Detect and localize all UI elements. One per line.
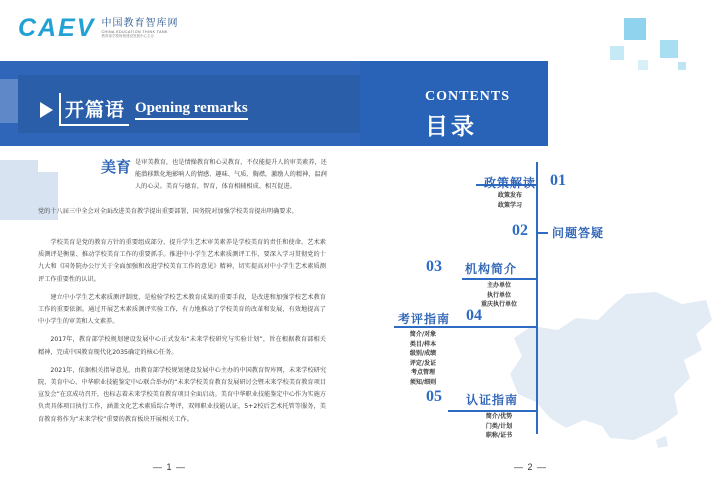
- toc-item[interactable]: 类目/样本: [409, 340, 437, 348]
- toc-section-number: 03: [426, 258, 442, 275]
- article-paragraph: 2017年，教育部学校规划建设发展中心正式发布“未来学校研究与实验计划”，旨在根据教育部相关精神，完成中国教育现代化2035确定的核心任务。: [38, 336, 326, 356]
- article-heading: 美育: [101, 158, 132, 176]
- toc-item[interactable]: 门类/计划: [485, 422, 513, 430]
- toc-item[interactable]: 主办单位: [486, 282, 511, 289]
- toc-item[interactable]: 简介/对象: [409, 331, 437, 338]
- article-body: [38, 237, 326, 432]
- article-para1-head: 是审美教育，也是情操教育和心灵教育，不仅能提升人的审美素养，还能潜移默化地影响人的情感、趣味、气质、胸襟，激励人的精神，温润人的心灵。美育与德育，智育，体育相辅相成、相互促进。: [135, 159, 327, 191]
- toc-item[interactable]: 须知/细则: [409, 378, 437, 386]
- toc-section-number: 04: [466, 307, 482, 324]
- toc-section-title[interactable]: 政策解读: [484, 176, 537, 190]
- toc-section-number: 01: [550, 172, 566, 189]
- opening-title-cn: 开篇语: [59, 93, 129, 126]
- decor-square: [678, 62, 686, 70]
- toc-item[interactable]: 考点管理: [410, 369, 435, 376]
- toc-item[interactable]: 政策发布: [497, 192, 522, 199]
- article-paragraph: 建立中小学生艺术素质测评制度，是检验学校艺术教育成果的重要手段，是改进和加强学校艺术教育工作的重要依据。通过开展艺术素质测评实验工作，有力地推动了学校美育的改革和发展，有效地提高了中小学生的审美和人文素养。: [38, 293, 326, 326]
- toc-section-title[interactable]: 考评指南: [398, 312, 451, 326]
- toc-section-title[interactable]: 机构简介: [465, 262, 518, 276]
- article-paragraph: 学校美育是党的教育方针的重要组成部分，提升学生艺术审美素养是学校美育的责任和使命。艺术素质测评是衡量、推动学校美育工作的重要抓手。推进中小学生艺术素质测评工作，要深入学习贯彻党的十九大和《国务院办公厅关于全面加强和改进学校美育工作的意见》精神，切实提高对中小学生艺术素质测评工作重要性的认识。: [38, 239, 326, 283]
- toc-item[interactable]: 职称/证书: [485, 432, 513, 439]
- toc-item[interactable]: 简介/优势: [485, 413, 513, 420]
- decor-square: [638, 60, 648, 70]
- toc-section-number: 02: [512, 222, 528, 239]
- toc-section-items: [462, 281, 536, 310]
- logo-name-cn: 中国教育智库网: [101, 17, 179, 29]
- decor-square: [660, 40, 678, 58]
- page-number-right: — 2 —: [514, 462, 548, 472]
- decor-square: [624, 18, 646, 40]
- toc-section-number: 05: [426, 388, 442, 405]
- logo: [18, 14, 178, 43]
- decor-square: [610, 46, 624, 60]
- contents-title-en: CONTENTS: [425, 89, 511, 104]
- article-para1-tail: 党的十八届三中全会对全面改进美育教学提出重要部署，国务院对加强学校美育提出明确要求。: [38, 208, 298, 215]
- banner-stripe: [0, 79, 18, 123]
- toc-connector: [536, 232, 548, 234]
- toc-item[interactable]: 级别/成绩: [409, 350, 437, 357]
- toc-timeline: [536, 162, 538, 434]
- toc-section-items: [464, 412, 534, 441]
- toc-item[interactable]: 评定/发证: [409, 359, 437, 367]
- page-number-left: — 1 —: [153, 462, 187, 472]
- toc-item[interactable]: 政策学习: [497, 201, 522, 209]
- toc-section-title[interactable]: 问题答疑: [552, 226, 605, 240]
- toc-connector: [462, 278, 538, 280]
- logo-mark: CAEV: [18, 14, 96, 42]
- logo-subtitle: 教育部学校规划建设发展中心主办: [101, 34, 154, 38]
- logo-name-en: CHINA EDUCATION THINK TANK: [101, 29, 168, 34]
- toc-item[interactable]: 执行单位: [486, 291, 511, 299]
- toc-section-title[interactable]: 认证指南: [466, 393, 519, 407]
- play-triangle-icon: [40, 102, 53, 118]
- logo-text: [101, 19, 178, 39]
- toc-section-items: [486, 191, 534, 210]
- toc-item[interactable]: 重庆执行单位: [480, 301, 517, 308]
- decor-square: [38, 146, 60, 172]
- toc-section-items: [398, 330, 448, 387]
- opening-title-en: Opening remarks: [135, 100, 248, 120]
- article-paragraph: 2021年，依据相关指导意见，由教育部学校规划建设发展中心主办的中国教育智库网，未来学校研究院、美育中心、中华职业技能鉴定中心联合举办的“未来学校美育教育发展研讨会暨未来学校美育教育项目宣发会”在京成功召开，也标志着未来学校美育教育项目全面启动。美育中华职业技能鉴定中心作为实施方负责具体项目执行工作，涵盖文化艺术素质综合考评，双师职业技能认证，5+2校后艺术托管等服务，美育教育将作为“未来学校”重要的教育板块开展相关工作。: [38, 366, 327, 423]
- opening-heading: [40, 93, 248, 126]
- contents-title-cn: 目录: [425, 114, 477, 140]
